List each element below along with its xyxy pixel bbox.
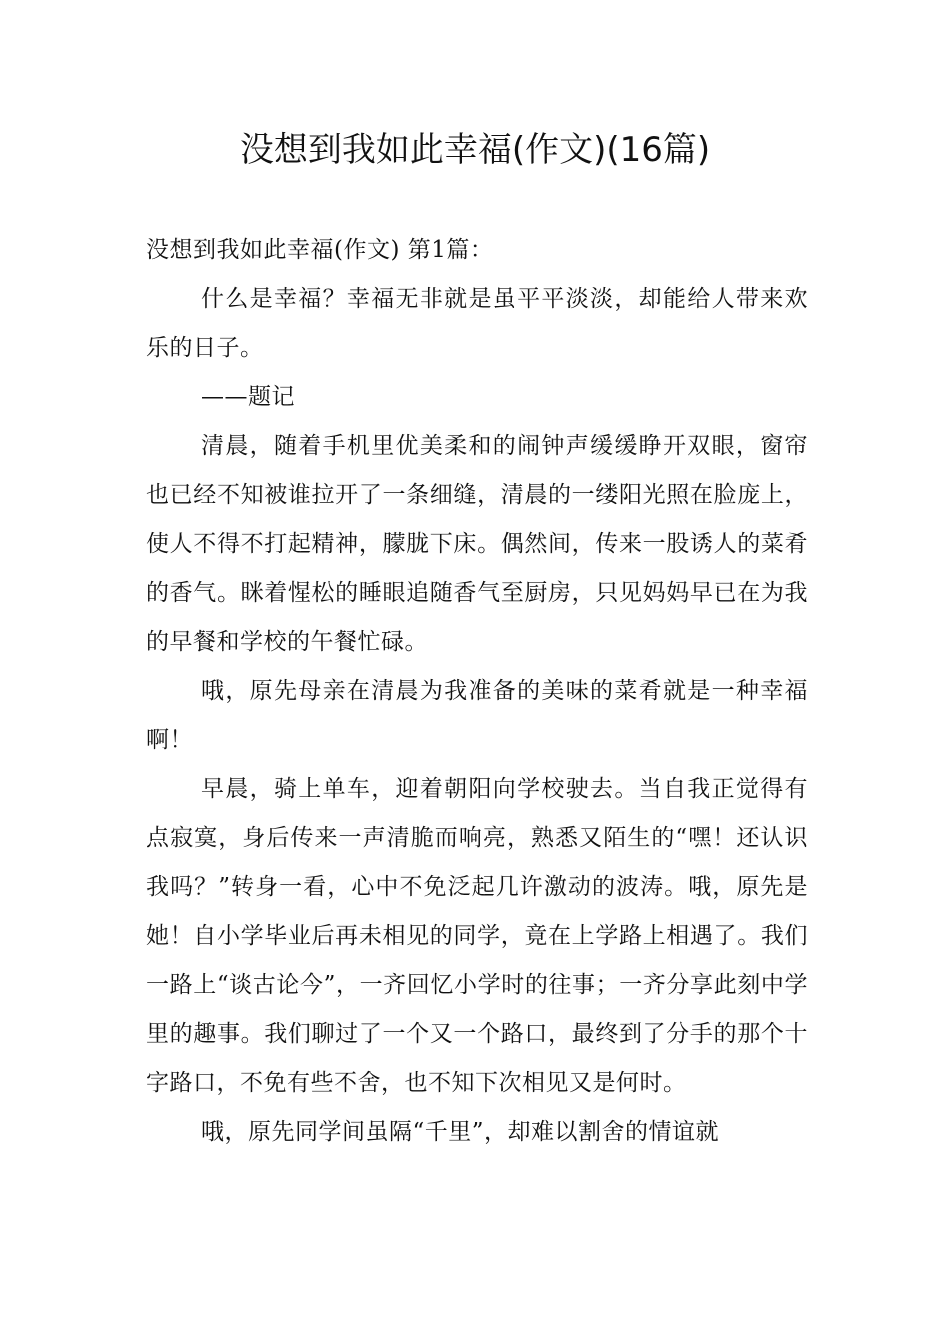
paragraph-3: 哦，原先母亲在清晨为我准备的美味的菜肴就是一种幸福啊！ bbox=[146, 678, 808, 753]
document-body bbox=[146, 226, 808, 1157]
document-title: 没想到我如此幸福(作文)(16篇) bbox=[239, 130, 711, 170]
epigraph-attribution: ——题记 bbox=[201, 384, 295, 410]
paragraph-4: 早晨，骑上单车，迎着朝阳向学校驶去。当自我正觉得有点寂寞，身后传来一声清脆而响亮，熟悉又陌生的“嘿！还认识我吗？”转身一看，心中不免泛起几许激动的波涛。哦，原先是她！自小学毕业后再未相见的同学，竟在上学路上相遇了。我们一路上“谈古论今”，一齐回忆小学时的往事；一齐分享此刻中学里的趣事。我们聊过了一个又一个路口，最终到了分手的那个十字路口，不免有些不舍，也不知下次相见又是何时。 bbox=[146, 776, 808, 1096]
paragraph-2: 清晨，随着手机里优美柔和的闹钟声缓缓睁开双眼，窗帘也已经不知被谁拉开了一条细缝，清晨的一缕阳光照在脸庞上，使人不得不打起精神，朦胧下床。偶然间，传来一股诱人的菜肴的香气。眯着惺松的睡眼追随香气至厨房，只见妈妈早已在为我的早餐和学校的午餐忙碌。 bbox=[146, 433, 808, 655]
paragraph-1: 什么是幸福？幸福无非就是虽平平淡淡，却能给人带来欢乐的日子。 bbox=[146, 286, 808, 361]
section-heading: 没想到我如此幸福(作文) 第1篇： bbox=[146, 237, 494, 263]
paragraph-5: 哦，原先同学间虽隔“千里”，却难以割舍的情谊就 bbox=[201, 1119, 720, 1145]
